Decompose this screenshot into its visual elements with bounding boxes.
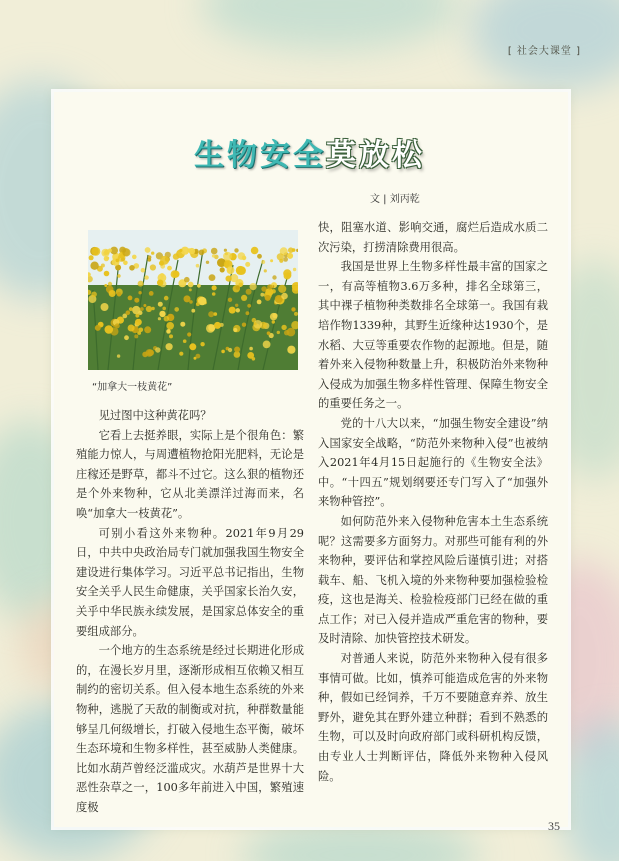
flower-cluster [212, 292, 216, 296]
flower-cluster [254, 322, 257, 325]
flower-cluster [211, 248, 218, 255]
flower-cluster [188, 282, 194, 288]
flower-cluster [142, 352, 148, 358]
flower-cluster [229, 307, 236, 314]
flower-cluster [166, 329, 171, 334]
flower-cluster [149, 291, 154, 296]
goldenrod-photo [88, 230, 298, 370]
flower-cluster [138, 311, 142, 315]
flower-cluster [278, 285, 286, 293]
flower-cluster [180, 322, 185, 327]
flower-cluster [117, 274, 121, 278]
flower-cluster [287, 346, 295, 354]
flower-cluster [294, 312, 298, 316]
flower-cluster [196, 264, 200, 268]
flower-cluster [236, 266, 245, 275]
flower-cluster [89, 255, 94, 260]
flower-cluster [287, 253, 293, 259]
flower-cluster [158, 317, 161, 320]
page-number: 35 [548, 819, 560, 833]
flower-cluster [187, 332, 191, 336]
flower-cluster [200, 342, 204, 346]
flower-cluster [257, 300, 262, 305]
flower-cluster [128, 325, 135, 332]
flower-cluster [166, 343, 173, 350]
author-byline: 文 | 刘丙乾 [370, 194, 420, 205]
flower-cluster [158, 302, 163, 307]
flower-cluster [159, 311, 165, 317]
flower-cluster [135, 319, 142, 326]
flower-cluster [270, 259, 273, 262]
flower-cluster [174, 307, 179, 312]
paragraph: 党的十八大以来，“加强生物安全建设”纳入国家安全战略，“防范外来物种入侵”也被纳入2021年4月15日起施行的《生物安全法》中。“十四五”规划纲要还专门写入了“加强外来物种管控”。 [318, 416, 548, 509]
flower-cluster [146, 306, 152, 312]
flower-cluster [283, 257, 288, 262]
flower-cluster [160, 256, 169, 265]
flower-cluster [223, 252, 232, 261]
flower-cluster [157, 280, 163, 286]
flower-cluster [234, 347, 240, 353]
flower-cluster [267, 331, 271, 335]
flower-cluster [164, 296, 169, 301]
article-title [0, 130, 619, 174]
flower-cluster [150, 264, 156, 270]
flower-cluster [189, 343, 196, 350]
flower-cluster [95, 325, 101, 331]
left-column [76, 406, 304, 817]
flower-cluster [179, 352, 183, 356]
paragraph: 它看上去挺养眼，实际上是个很角色：繁殖能力惊人，与周遭植物抢阳光肥料，无论是庄稼还是野草，都斗不过它。这么狠的植物还是个外来物种，它从北美漂洋过海而来，名唤“加拿大一枝黄花”。 [76, 428, 304, 520]
flower-cluster [250, 283, 257, 290]
flower-cluster [257, 254, 262, 259]
flower-cluster [124, 335, 129, 340]
flower-cluster [291, 307, 295, 311]
flower-cluster [91, 292, 97, 298]
flower-cluster [263, 341, 271, 349]
flower-cluster [162, 307, 166, 311]
flower-cluster [101, 249, 109, 257]
flower-cluster [209, 274, 216, 281]
flower-cluster [214, 322, 221, 329]
flower-cluster [167, 266, 172, 271]
paragraph: 对普通人来说，防范外来物种入侵有很多事情可做。比如，慎养可能造成危害的外来物种，假如已经饲养，千万不要随意弃养、放生野外，避免其在野外建立种群；看到不熟悉的生物，可以及时向政府部门或科研机构反馈，由专业人士判断评估，降低外来物种入侵风险。 [318, 652, 548, 783]
flower-cluster [265, 295, 271, 301]
flower-cluster [242, 323, 246, 327]
flower-cluster [101, 264, 105, 268]
flower-cluster [134, 334, 138, 338]
photo-caption: “加拿大一枝黄花” [92, 382, 173, 393]
flower-cluster [141, 268, 146, 273]
paragraph: 可别小看这外来物种。2021年9月29日，中共中央政治局专门就加强我国生物安全建设进行集体学习。习近平总书记指出，生物安全关乎人民生命健康，关乎国家长治久安，关乎中华民族永续发展，是国家总体安全的重要组成部分。 [76, 526, 304, 638]
flower-cluster [199, 250, 205, 256]
flower-cluster [151, 252, 154, 255]
flower-cluster [191, 309, 195, 313]
flower-cluster [234, 248, 238, 252]
flower-cluster [179, 249, 182, 252]
flower-cluster [208, 311, 214, 317]
flower-cluster [105, 325, 114, 334]
flower-cluster [272, 275, 276, 279]
right-column [318, 218, 548, 786]
flower-cluster [123, 261, 128, 266]
flower-cluster [281, 293, 288, 300]
flower-cluster [251, 247, 259, 255]
flower-cluster [261, 260, 265, 264]
flower-cluster [145, 247, 151, 253]
flower-cluster [214, 312, 218, 316]
paragraph: 我国是世界上生物多样性最丰富的国家之一，有高等植物3.6万多种，排名全球第三，其中裸子植物种类数排名全球第一。我国有栽培作物1339种，其野生近缘种达1930个，是水稻、大豆等重要农作物的起源地。但是，随着外来入侵物种数量上升，积极防治外来物种入侵成为加强生物多样性管理、保障生物安全的重要任务之一。 [318, 260, 548, 411]
flower-cluster [206, 261, 209, 264]
flower-cluster [241, 295, 247, 301]
goldenrod-illustration [88, 230, 298, 370]
flower-cluster [247, 352, 254, 359]
flower-cluster [224, 249, 227, 252]
paragraph: 见过图中这种黄花吗？ [98, 409, 212, 422]
flower-cluster [184, 277, 190, 283]
flower-cluster [228, 298, 232, 302]
flower-cluster [116, 259, 120, 263]
section-tag: [ 社会大课堂 ] [507, 46, 581, 57]
flower-cluster [126, 310, 131, 315]
flower-cluster [90, 262, 98, 270]
flower-cluster [226, 276, 232, 282]
paragraph: 如何防范外来入侵物种危害本土生态系统呢？这需要多方面努力。对那些可能有利的外来物种，要评估和掌控风险后谨慎引进；对搭载车、船、飞机入境的外来物种要加强检验检疫，这也是海关、检验检疫部门已经在做的重点工作；对已入侵并造成严重危害的物种，要及时清除、加快管控技术研发。 [318, 514, 548, 646]
flower-cluster [277, 253, 284, 260]
flower-cluster [227, 266, 235, 274]
flower-cluster [155, 347, 160, 352]
paragraph: 快，阻塞水道、影响交通，腐烂后造成水质二次污染，打捞清除费用很高。 [318, 221, 548, 254]
flower-cluster [106, 257, 109, 260]
flower-cluster [101, 303, 109, 311]
flower-cluster [128, 296, 133, 301]
flower-cluster [233, 328, 237, 332]
flower-cluster [189, 288, 192, 291]
flower-cluster [173, 253, 179, 259]
flower-cluster [246, 289, 252, 295]
flower-cluster [249, 347, 253, 351]
title-part-1: 生物安全 [194, 138, 326, 173]
flower-cluster [117, 354, 120, 357]
flower-cluster [281, 325, 286, 330]
flower-cluster [184, 295, 191, 302]
flower-cluster [129, 307, 133, 311]
flower-cluster [117, 292, 122, 297]
flower-cluster [147, 258, 151, 262]
flower-cluster [238, 252, 246, 260]
flower-cluster [134, 298, 139, 303]
flower-cluster [129, 265, 135, 271]
flower-cluster [197, 284, 201, 288]
title-part-2: 莫放松 [326, 138, 425, 173]
flower-cluster [264, 269, 267, 272]
paragraph: 一个地方的生态系统是经过长期进化形成的，在漫长岁月里，逐渐形成相互依赖又相互制约的密切关系。但入侵本地生态系统的外来物种，逃脱了天敌的制衡或对抗，种群数量能够呈几何级增长，打破入侵地生态平衡，破坏生态环境和生物多样性，甚至威胁人类健康。比如水葫芦曾经泛滥成灾。水葫芦是世界十大恶性杂草之一，100多年前进入中国，繁殖速度极 [76, 644, 304, 814]
flower-cluster [239, 283, 243, 287]
flower-cluster [212, 254, 215, 257]
flower-cluster [284, 272, 291, 279]
flower-cluster [169, 334, 173, 338]
flower-cluster [137, 331, 141, 335]
flower-cluster [183, 339, 187, 343]
flower-cluster [144, 326, 151, 333]
flower-cluster [92, 247, 101, 256]
flower-cluster [138, 281, 144, 287]
flower-cluster [104, 271, 110, 277]
flower-cluster [187, 248, 191, 252]
flower-cluster [270, 313, 277, 320]
flower-cluster [228, 348, 232, 352]
flower-cluster [196, 302, 200, 306]
flower-cluster [293, 268, 296, 271]
flower-cluster [277, 331, 280, 334]
flower-cluster [140, 307, 144, 311]
flower-cluster [196, 354, 201, 359]
flower-cluster [212, 285, 217, 290]
flower-cluster [138, 291, 141, 294]
flower-cluster [236, 308, 240, 312]
flower-cluster [143, 304, 146, 307]
flower-cluster [144, 275, 148, 279]
flower-cluster [132, 255, 137, 260]
flower-cluster [166, 322, 174, 330]
flower-cluster [246, 311, 250, 315]
flower-cluster [173, 271, 180, 278]
flower-cluster [221, 350, 225, 354]
flower-cluster [245, 262, 250, 267]
flower-cluster [247, 304, 251, 308]
flower-cluster [272, 320, 275, 323]
flower-cluster [235, 304, 238, 307]
flower-cluster [122, 248, 130, 256]
flower-cluster [260, 293, 264, 297]
flower-cluster [115, 323, 120, 328]
flower-cluster [288, 247, 294, 253]
flower-cluster [267, 284, 272, 289]
flower-cluster [104, 284, 107, 287]
flower-cluster [164, 316, 170, 322]
flower-cluster [109, 290, 116, 297]
flower-cluster [220, 267, 225, 272]
